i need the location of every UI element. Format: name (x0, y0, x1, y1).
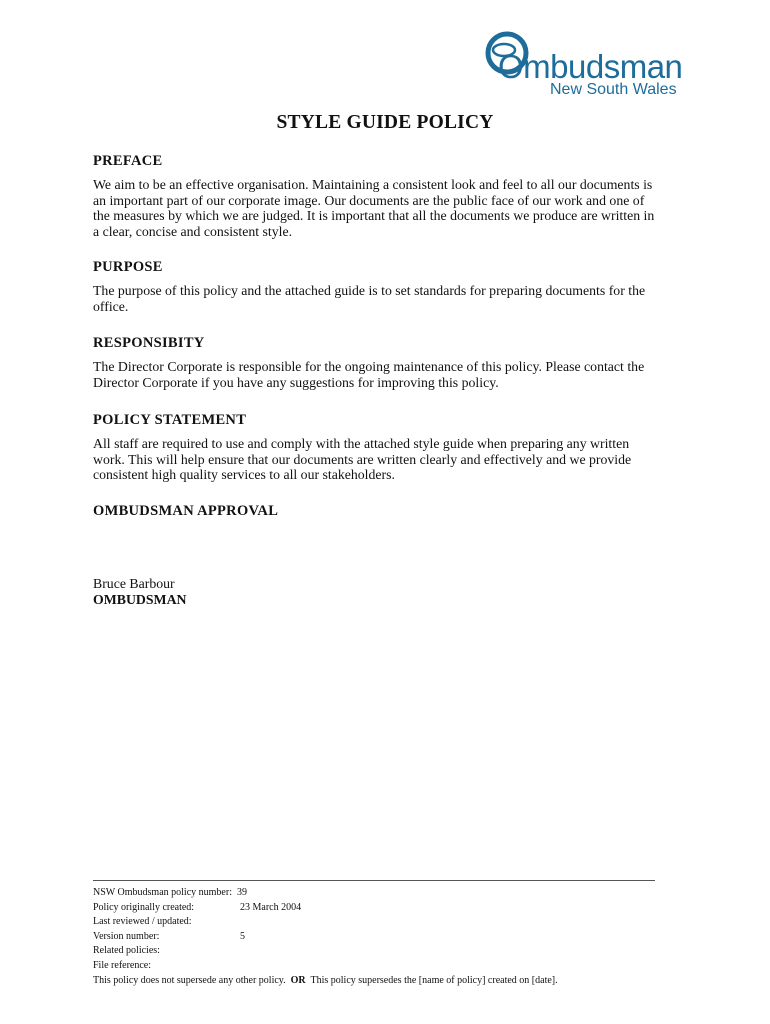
section-preface (93, 153, 683, 239)
meta-row-file-reference (93, 959, 693, 974)
meta-label: Related policies: (93, 945, 160, 957)
body-line: All staff are required to use and comply with the attached style guide when preparing any written (93, 436, 630, 451)
section-heading: RESPONSIBITY (93, 335, 205, 351)
body-line: We aim to be an effective organisation. Maintaining a consistent look and feel to all our documents is (93, 177, 653, 192)
logo-wordmark: Ombudsman (498, 48, 683, 85)
body-line: office. (93, 298, 129, 314)
meta-value: 39 (236, 887, 247, 898)
section-purpose (93, 259, 683, 314)
supersede-text-b: This policy supersedes the [name of policy] created on [date]. (310, 974, 558, 986)
section-responsibility (93, 335, 683, 390)
body-line: an important part of our corporate image. Our documents are the public face of our work and one of (93, 192, 645, 208)
body-line: Director Corporate if you have any suggestions for improving this policy. (93, 374, 499, 390)
meta-row-reviewed (93, 915, 693, 930)
section-body (93, 283, 683, 314)
signatory-name: Bruce Barbour (93, 576, 175, 591)
meta-row-version (93, 930, 693, 945)
meta-row-supersede (93, 974, 693, 989)
body-line: The purpose of this policy and the attached guide is to set standards for preparing documents for the (93, 283, 646, 298)
section-policy-statement (93, 412, 683, 483)
meta-row-related (93, 944, 693, 959)
section-ombudsman-approval (93, 503, 683, 520)
ombudsman-logo (484, 30, 690, 100)
meta-row-policy-number (93, 886, 693, 901)
body-line: The Director Corporate is responsible for the ongoing maintenance of this policy. Please contact the (93, 359, 645, 374)
body-line: consistent high quality services to all our stakeholders. (93, 467, 395, 483)
signatory-role: OMBUDSMAN (93, 591, 187, 607)
meta-label: Last reviewed / updated: (93, 916, 192, 928)
meta-label: Version number: (93, 930, 160, 942)
footer-divider (93, 880, 655, 881)
meta-value: 5 (240, 930, 245, 942)
section-heading: PREFACE (93, 153, 163, 169)
body-line: the measures by which we are judged. It is important that all the documents we produce are written in (93, 208, 655, 224)
document-title: STYLE GUIDE POLICY (276, 112, 494, 133)
logo-subtitle: New South Wales (550, 81, 677, 98)
body-line: work. This will help ensure that our documents are written clearly and effectively and we provide (93, 451, 632, 467)
section-body (93, 359, 683, 390)
supersede-text-a: This policy does not supersede any other policy. (93, 974, 286, 986)
meta-label: NSW Ombudsman policy number: (93, 887, 232, 898)
supersede-or: OR (290, 974, 306, 986)
policy-metadata (93, 886, 693, 988)
section-heading: OMBUDSMAN APPROVAL (93, 503, 279, 519)
meta-label: Policy originally created: (93, 901, 195, 913)
section-heading: POLICY STATEMENT (93, 412, 247, 428)
meta-label: File reference: (93, 959, 152, 971)
meta-row-created (93, 901, 693, 916)
section-body (93, 436, 683, 483)
section-heading: PURPOSE (93, 259, 163, 275)
meta-value: 23 March 2004 (240, 901, 302, 913)
section-body (93, 177, 683, 239)
body-line: a clear, concise and consistent style. (93, 223, 293, 239)
signature-block (93, 576, 187, 607)
